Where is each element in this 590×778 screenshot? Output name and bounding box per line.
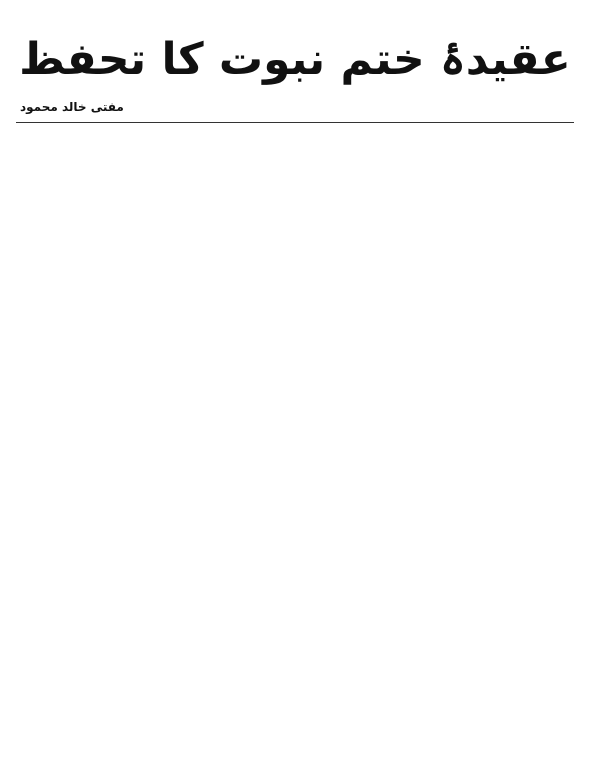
headline: عقیدۂ ختم نبوت کا تحفظ	[19, 34, 571, 85]
article-columns	[16, 122, 574, 741]
column-left	[16, 131, 195, 741]
byline: مفتی خالد محمود	[20, 100, 124, 114]
column-middle	[205, 131, 384, 741]
column-right	[395, 131, 574, 741]
